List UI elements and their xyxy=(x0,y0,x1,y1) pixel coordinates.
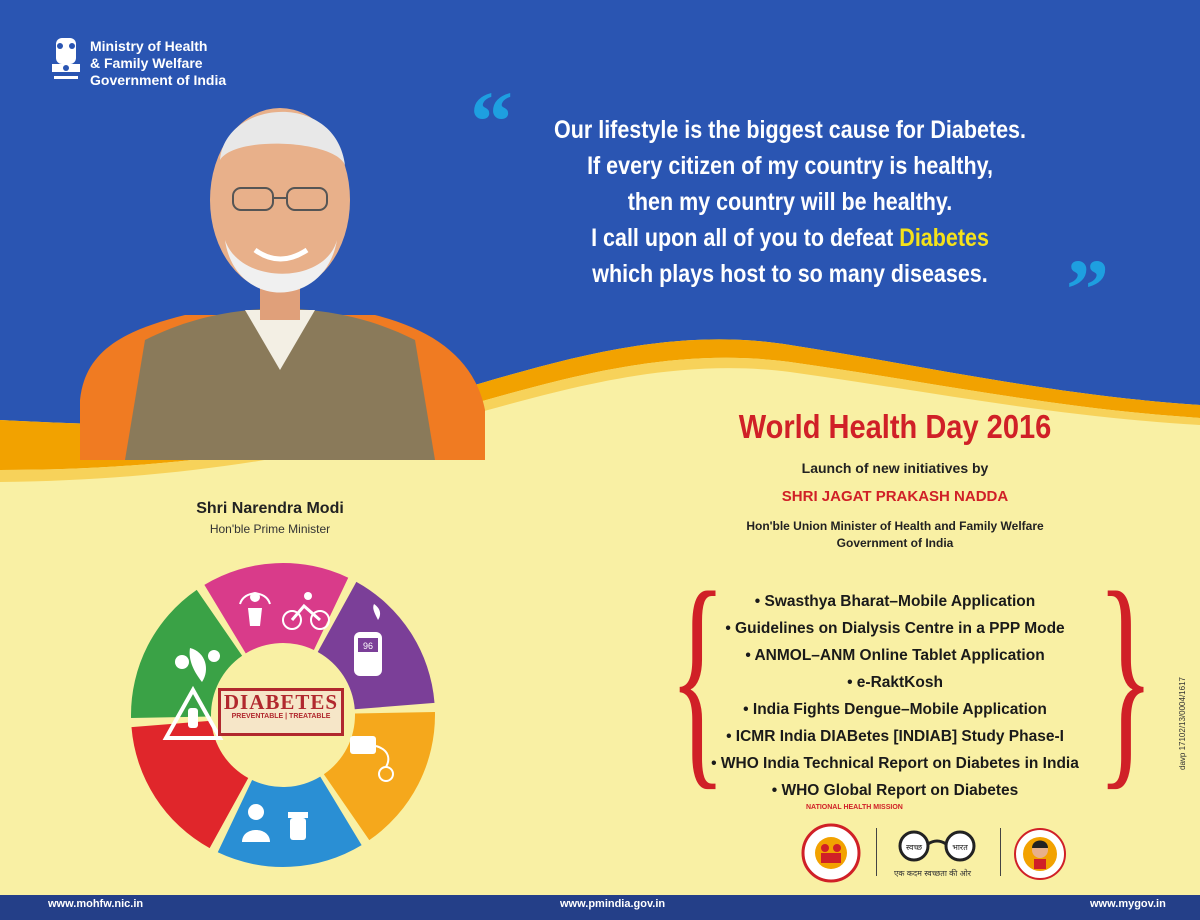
quote-block xyxy=(515,112,1065,292)
left-brace-icon: { xyxy=(668,543,727,809)
swachh-right-text: भारत xyxy=(952,843,968,852)
open-quote-icon: “ xyxy=(470,73,513,169)
speaker-portrait xyxy=(75,70,495,460)
diabetes-stamp xyxy=(218,688,344,736)
list-item: • Swasthya Bharat–Mobile Application xyxy=(690,588,1100,615)
ministry-line-2: & Family Welfare xyxy=(90,55,203,71)
speaker-role: Hon'ble Prime Minister xyxy=(209,522,331,536)
quote-line-4 xyxy=(515,220,1065,256)
list-item: • India Fights Dengue–Mobile Application xyxy=(690,696,1100,723)
list-item: • ANMOL–ANM Online Tablet Application xyxy=(690,642,1100,669)
right-brace-icon: } xyxy=(1096,543,1155,809)
pmindia-link[interactable]: www.pmindia.gov.in xyxy=(560,898,666,910)
mohfw-link[interactable]: www.mohfw.nic.in xyxy=(48,898,144,910)
minister-name: SHRI JAGAT PRAKASH NADDA xyxy=(781,488,1009,505)
nhm-label: NATIONAL HEALTH MISSION xyxy=(806,804,903,811)
swachh-bharat-glasses-icon xyxy=(882,826,992,862)
ministry-line-1: Ministry of Health xyxy=(90,38,208,54)
minister-role xyxy=(660,518,1130,552)
minister-role-line-1: Hon'ble Union Minister of Health and Family Welfare xyxy=(746,519,1044,533)
logo-divider xyxy=(876,828,877,876)
speaker-name: Shri Narendra Modi xyxy=(196,500,344,517)
mygov-link[interactable]: www.mygov.in xyxy=(1090,898,1166,910)
initiatives-list xyxy=(690,588,1100,804)
meter-reading: 96 xyxy=(362,641,374,651)
close-quote-icon: ” xyxy=(1066,241,1109,337)
list-item: • e-RaktKosh xyxy=(690,669,1100,696)
quote-line-3: then my country will be healthy. xyxy=(627,188,953,216)
beti-bachao-logo-icon xyxy=(1012,826,1068,882)
ministry-line-3: Government of India xyxy=(90,72,227,88)
list-item: • ICMR India DIABetes [INDIAB] Study Phase-I xyxy=(690,723,1100,750)
minister-role-line-2: Government of India xyxy=(836,536,954,550)
swachh-tagline: एक कदम स्वच्छता की ओर xyxy=(894,869,972,878)
list-item: • WHO India Technical Report on Diabetes in India xyxy=(690,750,1100,777)
quote-highlight: Diabetes xyxy=(899,224,989,252)
swachh-left-text: स्वच्छ xyxy=(905,843,923,852)
event-title: World Health Day 2016 xyxy=(738,408,1052,445)
stamp-title: DIABETES xyxy=(223,690,339,714)
quote-line-5: which plays host to so many diseases. xyxy=(592,260,988,288)
nhm-logo-icon xyxy=(800,822,862,884)
list-item: • Guidelines on Dialysis Centre in a PPP Mode xyxy=(690,615,1100,642)
logo-divider xyxy=(1000,828,1001,876)
quote-line-4-text: I call upon all of you to defeat xyxy=(591,224,900,252)
list-item: • WHO Global Report on Diabetes xyxy=(690,777,1100,804)
quote-line-1: Our lifestyle is the biggest cause for Diabetes. xyxy=(554,116,1026,144)
davp-code: davp 17102/13/0004/1617 xyxy=(1178,677,1187,770)
stamp-subtitle: PREVENTABLE | TREATABLE xyxy=(231,713,331,720)
launch-text: Launch of new initiatives by xyxy=(801,460,989,476)
quote-line-2: If every citizen of my country is healthy, xyxy=(587,152,993,180)
